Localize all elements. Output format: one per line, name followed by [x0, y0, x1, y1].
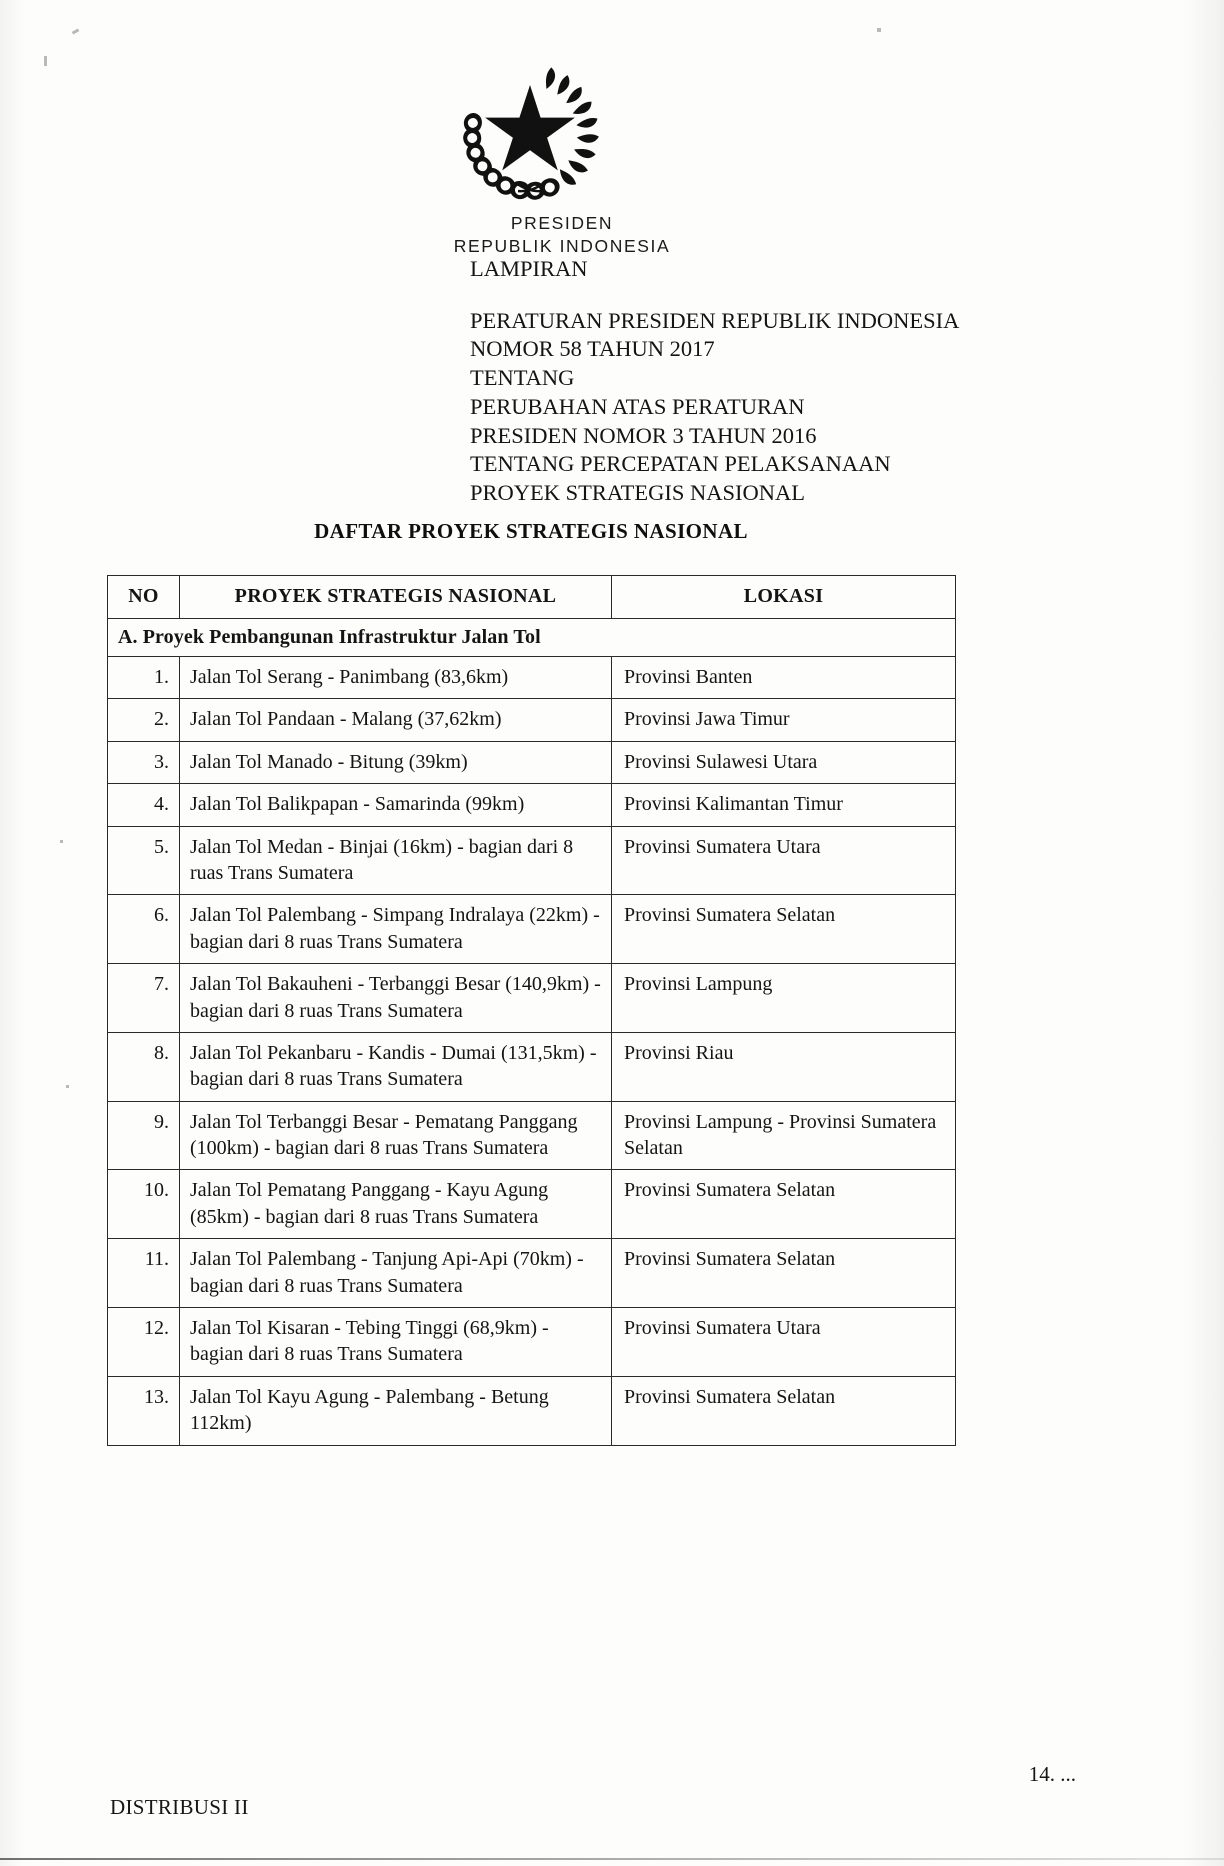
row-location: Provinsi Banten: [612, 657, 956, 699]
table-row: [108, 1170, 956, 1239]
row-location: Provinsi Sumatera Selatan: [612, 895, 956, 964]
row-number: 2.: [108, 699, 180, 741]
regulation-line: PRESIDEN NOMOR 3 TAHUN 2016: [470, 422, 817, 448]
row-project-name: Jalan Tol Medan - Binjai (16km) - bagian dari 8 ruas Trans Sumatera: [180, 826, 612, 895]
table-row: [108, 895, 956, 964]
table-row: [108, 784, 956, 826]
row-project-name: Jalan Tol Serang - Panimbang (83,6km): [180, 657, 612, 699]
table-row: [108, 657, 956, 699]
row-location: Provinsi Kalimantan Timur: [612, 784, 956, 826]
page-continuation-marker: 14. ...: [1028, 1762, 1076, 1786]
table-row: [108, 1032, 956, 1101]
table-row: [108, 741, 956, 783]
row-number: 10.: [108, 1170, 180, 1239]
row-number: 11.: [108, 1239, 180, 1308]
row-location: Provinsi Jawa Timur: [612, 699, 956, 741]
row-number: 4.: [108, 784, 180, 826]
attachment-reference-block: [470, 258, 990, 508]
row-project-name: Jalan Tol Manado - Bitung (39km): [180, 741, 612, 783]
regulation-line: PERATURAN PRESIDEN REPUBLIK INDONESIA: [470, 307, 960, 333]
regulation-line: PROYEK STRATEGIS NASIONAL: [470, 480, 806, 506]
regulation-line: TENTANG: [470, 365, 575, 391]
regulation-line: TENTANG PERCEPATAN PELAKSANAAN: [470, 451, 891, 477]
section-heading-row: [108, 619, 956, 657]
row-project-name: Jalan Tol Palembang - Simpang Indralaya (22km) - bagian dari 8 ruas Trans Sumatera: [180, 895, 612, 964]
national-strategic-projects-table: [107, 575, 956, 1446]
table-row: [108, 1101, 956, 1170]
row-location: Provinsi Sulawesi Utara: [612, 741, 956, 783]
row-project-name: Jalan Tol Pekanbaru - Kandis - Dumai (131,5km) - bagian dari 8 ruas Trans Sumatera: [180, 1032, 612, 1101]
table-row: [108, 826, 956, 895]
garuda-star-wreath-emblem: [455, 55, 605, 205]
scan-bottom-edge: [0, 1858, 1224, 1860]
row-number: 12.: [108, 1308, 180, 1377]
regulation-line: NOMOR 58 TAHUN 2017: [470, 336, 715, 362]
scan-speck: [66, 1085, 69, 1088]
scan-speck: [60, 840, 63, 843]
institution-line-presiden: PRESIDEN: [510, 213, 614, 233]
row-location: Provinsi Sumatera Selatan: [612, 1376, 956, 1445]
row-project-name: Jalan Tol Palembang - Tanjung Api-Api (70km) - bagian dari 8 ruas Trans Sumatera: [180, 1239, 612, 1308]
table-header: [108, 576, 956, 619]
row-number: 3.: [108, 741, 180, 783]
scan-speck: [877, 28, 881, 32]
table-row: [108, 699, 956, 741]
row-project-name: Jalan Tol Balikpapan - Samarinda (99km): [180, 784, 612, 826]
row-number: 8.: [108, 1032, 180, 1101]
row-number: 6.: [108, 895, 180, 964]
attachment-label: LAMPIRAN: [470, 256, 588, 281]
row-location: Provinsi Sumatera Utara: [612, 826, 956, 895]
table-row: [108, 1376, 956, 1445]
row-number: 13.: [108, 1376, 180, 1445]
table-header-row: [108, 576, 956, 619]
column-header-location: LOKASI: [612, 576, 956, 619]
table-body: [108, 619, 956, 1446]
row-location: Provinsi Sumatera Selatan: [612, 1239, 956, 1308]
row-project-name: Jalan Tol Kayu Agung - Palembang - Betung 112km): [180, 1376, 612, 1445]
table-row: [108, 964, 956, 1033]
row-project-name: Jalan Tol Terbanggi Besar - Pematang Panggang (100km) - bagian dari 8 ruas Trans Sumatera: [180, 1101, 612, 1170]
page-title: DAFTAR PROYEK STRATEGIS NASIONAL: [314, 519, 748, 543]
row-number: 7.: [108, 964, 180, 1033]
distribution-label: DISTRIBUSI II: [110, 1795, 249, 1819]
row-project-name: Jalan Tol Pematang Panggang - Kayu Agung (85km) - bagian dari 8 ruas Trans Sumatera: [180, 1170, 612, 1239]
row-number: 5.: [108, 826, 180, 895]
row-location: Provinsi Lampung: [612, 964, 956, 1033]
regulation-reference-lines: [470, 307, 990, 509]
projects-table-container: [107, 575, 955, 1446]
column-header-no: NO: [108, 576, 180, 619]
row-location: Provinsi Sumatera Utara: [612, 1308, 956, 1377]
table-row: [108, 1308, 956, 1377]
institution-heading: [412, 212, 712, 258]
row-project-name: Jalan Tol Pandaan - Malang (37,62km): [180, 699, 612, 741]
scan-edge-shadow-left: [0, 0, 34, 1866]
scan-speck: [72, 29, 80, 35]
table-row: [108, 1239, 956, 1308]
institution-line-republik-indonesia: REPUBLIK INDONESIA: [453, 236, 671, 257]
section-heading-label: A. Proyek Pembangunan Infrastruktur Jalan Tol: [108, 619, 956, 657]
column-header-project: PROYEK STRATEGIS NASIONAL: [180, 576, 612, 619]
row-location: Provinsi Lampung - Provinsi Sumatera Selatan: [612, 1101, 956, 1170]
row-project-name: Jalan Tol Kisaran - Tebing Tinggi (68,9km) - bagian dari 8 ruas Trans Sumatera: [180, 1308, 612, 1377]
row-location: Provinsi Sumatera Selatan: [612, 1170, 956, 1239]
row-project-name: Jalan Tol Bakauheni - Terbanggi Besar (140,9km) - bagian dari 8 ruas Trans Sumatera: [180, 964, 612, 1033]
scan-speck: [44, 56, 47, 66]
scan-edge-shadow-right: [1172, 0, 1224, 1866]
regulation-line: PERUBAHAN ATAS PERATURAN: [470, 393, 805, 419]
row-number: 1.: [108, 657, 180, 699]
row-location: Provinsi Riau: [612, 1032, 956, 1101]
row-number: 9.: [108, 1101, 180, 1170]
